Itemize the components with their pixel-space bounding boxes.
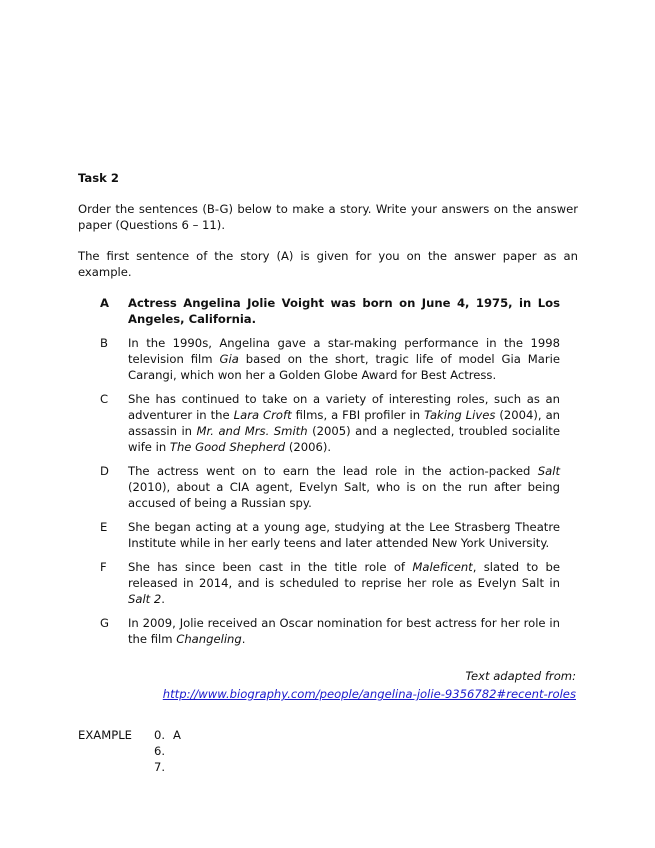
source-link[interactable]: http://www.biography.com/people/angelina-jolie-9356782#recent-roles [162,687,576,701]
film-title: Changeling [176,632,242,646]
film-title: Taking Lives [424,408,496,422]
sentence-letter: G [100,616,109,630]
document-page [78,170,578,775]
sentence-text: She has since been cast in the title role of Maleficent, slated to be released in 2014, and is scheduled to reprise her role as Evelyn Salt in Salt 2. [128,560,560,606]
sentence-b [78,335,560,383]
film-title: Gia [219,352,239,366]
sentence-letter: A [100,296,109,310]
film-title: Salt 2 [128,592,162,606]
example-label: EXAMPLE [78,728,132,742]
sentence-text: Actress Angelina Jolie Voight was born on June 4, 1975, in Los Angeles, California. [128,296,560,326]
example-answers [78,727,578,775]
film-title: The Good Shepherd [169,440,286,454]
instructions-first-sentence: The first sentence of the story (A) is given for you on the answer paper as an example. [78,249,578,279]
answer-row: 0. A [154,728,181,742]
source-citation [78,667,576,703]
sentence-e [78,519,560,551]
source-label: Text adapted from: [465,669,576,683]
sentence-letter: C [100,392,109,406]
sentence-letter: B [100,336,108,350]
sentence-text: The actress went on to earn the lead role in the action-packed Salt (2010), about a CIA agent, Evelyn Salt, who is on the run after being accused of being a Russian spy. [128,464,560,510]
sentence-list [78,295,578,647]
sentence-g [78,615,560,647]
sentence-letter: F [100,560,107,574]
answer-list [154,727,578,775]
sentence-f [78,559,560,607]
film-title: Salt [537,464,560,478]
sentence-text: She began acting at a young age, studying at the Lee Strasberg Theatre Institute while in her early teens and later attended New York University. [128,520,560,550]
answer-value: A [173,728,181,742]
sentence-text: She has continued to take on a variety of interesting roles, such as an adventurer in the Lara Croft films, a FBI profiler in Taking Lives (2004), an assassin in Mr. and Mrs. Smith (2005) and a neglected, troubled socialite wife in The Good Shepherd (2006). [128,392,561,454]
sentence-a [78,295,560,327]
answer-row: 7. [154,760,166,774]
sentence-letter: D [100,464,109,478]
sentence-letter: E [100,520,108,534]
instructions-order: Order the sentences (B-G) below to make a story. Write your answers on the answer paper (Questions 6 – 11). [78,202,578,232]
sentence-text: In the 1990s, Angelina gave a star-making performance in the 1998 television film Gia based on the short, tragic life of model Gia Marie Carangi, which won her a Golden Globe Award for Best Actress. [128,336,560,382]
film-title: Mr. and Mrs. Smith [196,424,308,438]
answer-row: 6. [154,744,166,758]
film-title: Lara Croft [233,408,292,422]
film-title: Maleficent [412,560,473,574]
sentence-c [78,391,560,455]
task-title: Task 2 [78,171,119,185]
sentence-text: In 2009, Jolie received an Oscar nomination for best actress for her role in the film Changeling. [128,616,560,646]
sentence-d [78,463,560,511]
